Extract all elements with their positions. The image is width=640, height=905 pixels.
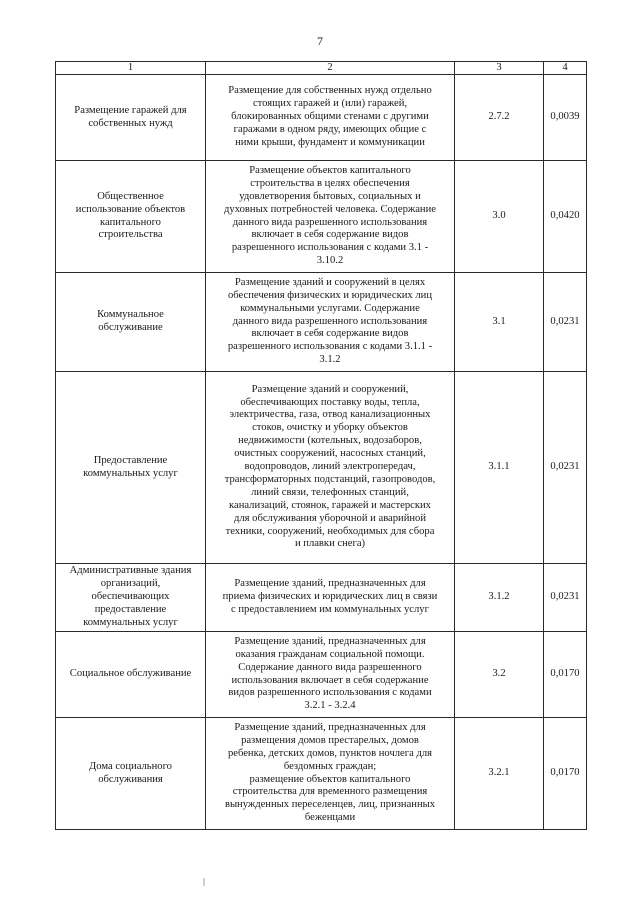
use-type-value: 0,0420 — [544, 161, 587, 273]
table-row — [56, 372, 587, 564]
column-header-1: 1 — [56, 62, 206, 75]
use-type-value: 0,0170 — [544, 632, 587, 718]
use-type-value: 0,0231 — [544, 273, 587, 372]
use-type-code: 3.1 — [455, 273, 544, 372]
use-type-code: 3.2.1 — [455, 718, 544, 830]
use-type-name: Коммунальное обслуживание — [56, 273, 206, 372]
table-row — [56, 718, 587, 830]
use-type-description: Размещение зданий, предназначенных для размещения домов престарелых, домов ребенка, детских домов, пунктов ночлега для бездомных граждан; размещение объектов капитального строительства для временного размещения вынужденных переселенцев, лиц, признанных беженцами — [206, 718, 455, 830]
use-type-code: 3.1.1 — [455, 372, 544, 564]
use-type-name: Административные здания организаций, обеспечивающих предоставление коммунальных услуг — [56, 564, 206, 632]
use-type-name: Предоставление коммунальных услуг — [56, 372, 206, 564]
use-type-description: Размещение зданий и сооружений, обеспечивающих поставку воды, тепла, электричества, газа, отвод канализационных стоков, очистку и уборку объектов недвижимости (котельных, водозаборов, очистных сооружений, насосных станций, водопроводов, линий электропередач, трансформаторных подстанций, газопроводов, линий связи, телефонных станций, канализаций, стоянок, гаражей и мастерских для обслуживания уборочной и аварийной техники, сооружений, необходимых для сбора и плавки снега) — [206, 372, 455, 564]
use-type-code: 3.2 — [455, 632, 544, 718]
column-header-3: 3 — [455, 62, 544, 75]
use-type-name: Общественное использование объектов капитального строительства — [56, 161, 206, 273]
use-type-description: Размещение зданий и сооружений в целях обеспечения физических и юридических лиц коммунальными услугами. Содержание данного вида разрешенного использования включает в себя содержание видов разрешенного использования с кодами 3.1.1 - 3.1.2 — [206, 273, 455, 372]
use-type-value: 0,0231 — [544, 564, 587, 632]
use-type-description: Размещение для собственных нужд отдельно стоящих гаражей и (или) гаражей, блокированных общими стенами с другими гаражами в одном ряду, имеющих общие с ними крыши, фундамент и коммуникации — [206, 75, 455, 161]
use-type-code: 3.0 — [455, 161, 544, 273]
use-type-value: 0,0170 — [544, 718, 587, 830]
use-type-code: 2.7.2 — [455, 75, 544, 161]
column-header-4: 4 — [544, 62, 587, 75]
use-type-description: Размещение объектов капитального строительства в целях обеспечения удовлетворения бытовых, социальных и духовных потребностей человека. Содержание данного вида разрешенного использования включает в себя содержание видов разрешенного использования с кодами 3.1 - 3.10.2 — [206, 161, 455, 273]
land-use-table — [55, 61, 587, 830]
table-row — [56, 75, 587, 161]
page-number: 7 — [317, 34, 323, 48]
use-type-name: Дома социального обслуживания — [56, 718, 206, 830]
use-type-name: Размещение гаражей для собственных нужд — [56, 75, 206, 161]
use-type-code: 3.1.2 — [455, 564, 544, 632]
use-type-description: Размещение зданий, предназначенных для оказания гражданам социальной помощи. Содержание данного вида разрешенного использования включает в себя содержание видов разрешенного использования с кодами 3.2.1 - 3.2.4 — [206, 632, 455, 718]
table-row — [56, 564, 587, 632]
column-header-2: 2 — [206, 62, 455, 75]
table-row — [56, 632, 587, 718]
use-type-description: Размещение зданий, предназначенных для приема физических и юридических лиц в связи с предоставлением им коммунальных услуг — [206, 564, 455, 632]
use-type-value: 0,0231 — [544, 372, 587, 564]
table-row — [56, 273, 587, 372]
table-header-row — [56, 62, 587, 75]
use-type-value: 0,0039 — [544, 75, 587, 161]
scan-artifact-mark — [203, 878, 205, 886]
table-row — [56, 161, 587, 273]
use-type-name: Социальное обслуживание — [56, 632, 206, 718]
